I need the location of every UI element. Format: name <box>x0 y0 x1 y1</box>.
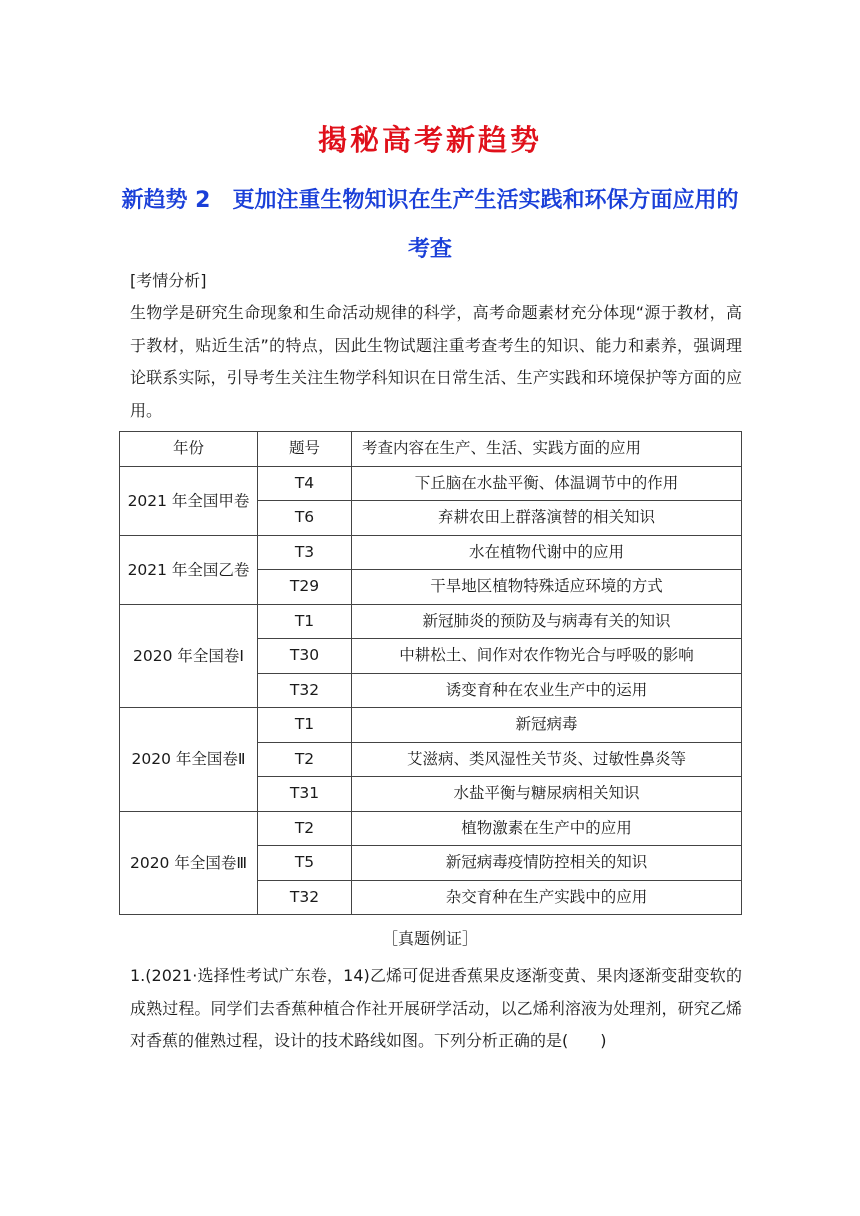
table-header-row <box>120 432 742 467</box>
question-cell: T6 <box>258 501 352 536</box>
content-cell: 下丘脑在水盐平衡、体温调节中的作用 <box>352 466 742 501</box>
question-1: 1.(2021·选择性考试广东卷，14)乙烯可促进香蕉果皮逐渐变黄、果肉逐渐变甜变软的成熟过程。同学们去香蕉种植合作社开展研学活动，以乙烯利溶液为处理剂，研究乙烯对香蕉的催熟过程，设计的技术路线如图。下列分析正确的是( ) <box>130 966 742 1050</box>
table-row <box>120 535 742 570</box>
question-cell: T31 <box>258 777 352 812</box>
year-cell: 2020 年全国卷Ⅱ <box>120 708 258 812</box>
question-cell: T4 <box>258 466 352 501</box>
analysis-label: [考情分析] <box>130 271 207 290</box>
content-cell: 新冠病毒疫情防控相关的知识 <box>352 846 742 881</box>
year-cell: 2021 年全国乙卷 <box>120 535 258 604</box>
table-row <box>120 466 742 501</box>
content-cell: 植物激素在生产中的应用 <box>352 811 742 846</box>
question-cell: T32 <box>258 673 352 708</box>
question-cell: T1 <box>258 708 352 743</box>
question-cell: T30 <box>258 639 352 674</box>
page-title: 揭秘高考新趋势 <box>317 123 542 157</box>
year-cell: 2021 年全国甲卷 <box>120 466 258 535</box>
header-content: 考查内容在生产、生活、实践方面的应用 <box>352 432 742 467</box>
content-cell: 水在植物代谢中的应用 <box>352 535 742 570</box>
section-title: 新趋势 2 更加注重生物知识在生产生活实践和环保方面应用的考查 <box>121 188 739 262</box>
question-cell: T2 <box>258 742 352 777</box>
question-cell: T2 <box>258 811 352 846</box>
year-cell: 2020 年全国卷Ⅲ <box>120 811 258 915</box>
table-row <box>120 604 742 639</box>
year-cell: 2020 年全国卷Ⅰ <box>120 604 258 708</box>
question-cell: T29 <box>258 570 352 605</box>
intro-paragraph: 生物学是研究生命现象和生命活动规律的科学，高考命题素材充分体现“源于教材，高于教材，贴近生活”的特点，因此生物试题注重考查考生的知识、能力和素养，强调理论联系实际，引导考生关注生物学科知识在日常生活、生产实践和环境保护等方面的应用。 <box>130 303 742 420</box>
question-cell: T32 <box>258 880 352 915</box>
question-cell: T1 <box>258 604 352 639</box>
content-cell: 水盐平衡与糖尿病相关知识 <box>352 777 742 812</box>
content-cell: 诱变育种在农业生产中的运用 <box>352 673 742 708</box>
examples-label: ［真题例证］ <box>381 929 478 948</box>
question-cell: T5 <box>258 846 352 881</box>
header-question: 题号 <box>258 432 352 467</box>
content-cell: 中耕松土、间作对农作物光合与呼吸的影响 <box>352 639 742 674</box>
content-cell: 新冠病毒 <box>352 708 742 743</box>
header-year: 年份 <box>120 432 258 467</box>
question-cell: T3 <box>258 535 352 570</box>
content-cell: 干旱地区植物特殊适应环境的方式 <box>352 570 742 605</box>
table-row <box>120 811 742 846</box>
table-row <box>120 708 742 743</box>
content-cell: 新冠肺炎的预防及与病毒有关的知识 <box>352 604 742 639</box>
content-cell: 杂交育种在生产实践中的应用 <box>352 880 742 915</box>
exam-table <box>119 431 742 915</box>
content-cell: 弃耕农田上群落演替的相关知识 <box>352 501 742 536</box>
content-cell: 艾滋病、类风湿性关节炎、过敏性鼻炎等 <box>352 742 742 777</box>
